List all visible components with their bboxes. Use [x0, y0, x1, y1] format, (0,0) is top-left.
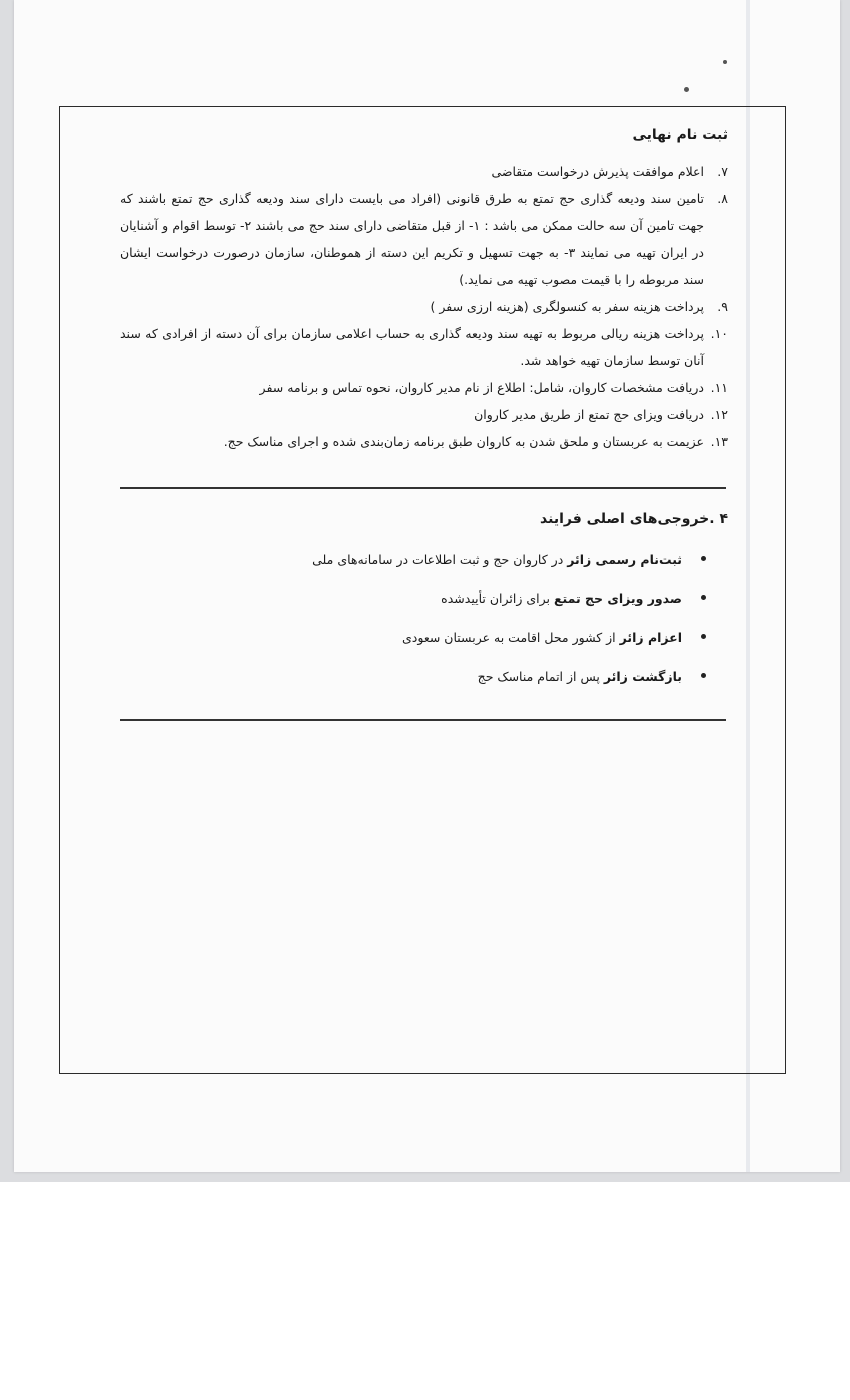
- output-item: ثبت‌نام رسمی زائر در کاروان حج و ثبت اطلاعات در سامانه‌های ملی: [120, 540, 728, 579]
- step-item: ۱۱. دریافت مشخصات کاروان، شامل: اطلاع از نام مدیر کاروان، نحوه تماس و برنامه سفر: [259, 380, 728, 395]
- divider-rule: [120, 719, 726, 721]
- output-item: اعزام زائر از کشور محل اقامت به عربستان سعودی: [120, 618, 728, 657]
- bullet-icon: [701, 556, 706, 561]
- section-final-registration: [120, 118, 728, 455]
- step-item: ۷. اعلام موافقت پذیرش درخواست متقاضی: [491, 164, 728, 179]
- section-heading-final-registration: ثبت نام نهایی: [632, 127, 728, 143]
- scan-speck: [723, 60, 727, 64]
- step-item: ۹. پرداخت هزینه سفر به کنسولگری (هزینه ارزی سفر ): [430, 299, 728, 314]
- outputs-list: [120, 540, 728, 696]
- step-item: ۱۲. دریافت ویزای حج تمتع از طریق مدیر کاروان: [474, 407, 728, 422]
- output-item: بازگشت زائر پس از اتمام مناسک حج: [120, 657, 728, 696]
- scan-speck: [684, 87, 689, 92]
- bullet-icon: [701, 595, 706, 600]
- step-item: ۸. تامین سند ودیعه گذاری حج تمتع به طرق قانونی (افراد می بایست دارای سند ودیعه گذاری حج تمتع باشند که جهت تامین آن سه حالت ممکن می باشد : ۱- از قبل متقاضی دارای سند حج می باشند ۲- توسط اقوام و آشنایان در ایران تهیه می نمایند ۳- به جهت تسهیل و تکریم این دسته از هموطنان، سازمان درصورت درخواست ایشان سند مربوطه را با قیمت مصوب تهیه می نماید.): [120, 191, 728, 287]
- final-registration-steps: [120, 158, 728, 455]
- section-heading-main-outputs: ۴ .خروجی‌های اصلی فرایند: [540, 511, 728, 527]
- bullet-icon: [701, 673, 706, 678]
- bullet-icon: [701, 634, 706, 639]
- output-item: صدور ویزای حج تمتع برای زائران تأییدشده: [120, 579, 728, 618]
- step-item: ۱۰. پرداخت هزینه ریالی مربوط به تهیه سند ودیعه گذاری به حساب اعلامی سازمان برای آن دسته از افرادی که سند آنان توسط سازمان تهیه خواهد شد.: [120, 326, 728, 368]
- step-item: ۱۳. عزیمت به عربستان و ملحق شدن به کاروان طبق برنامه زمان‌بندی شده و اجرای مناسک حج.: [223, 434, 728, 449]
- section-main-outputs: [120, 502, 728, 696]
- divider-rule: [120, 487, 726, 489]
